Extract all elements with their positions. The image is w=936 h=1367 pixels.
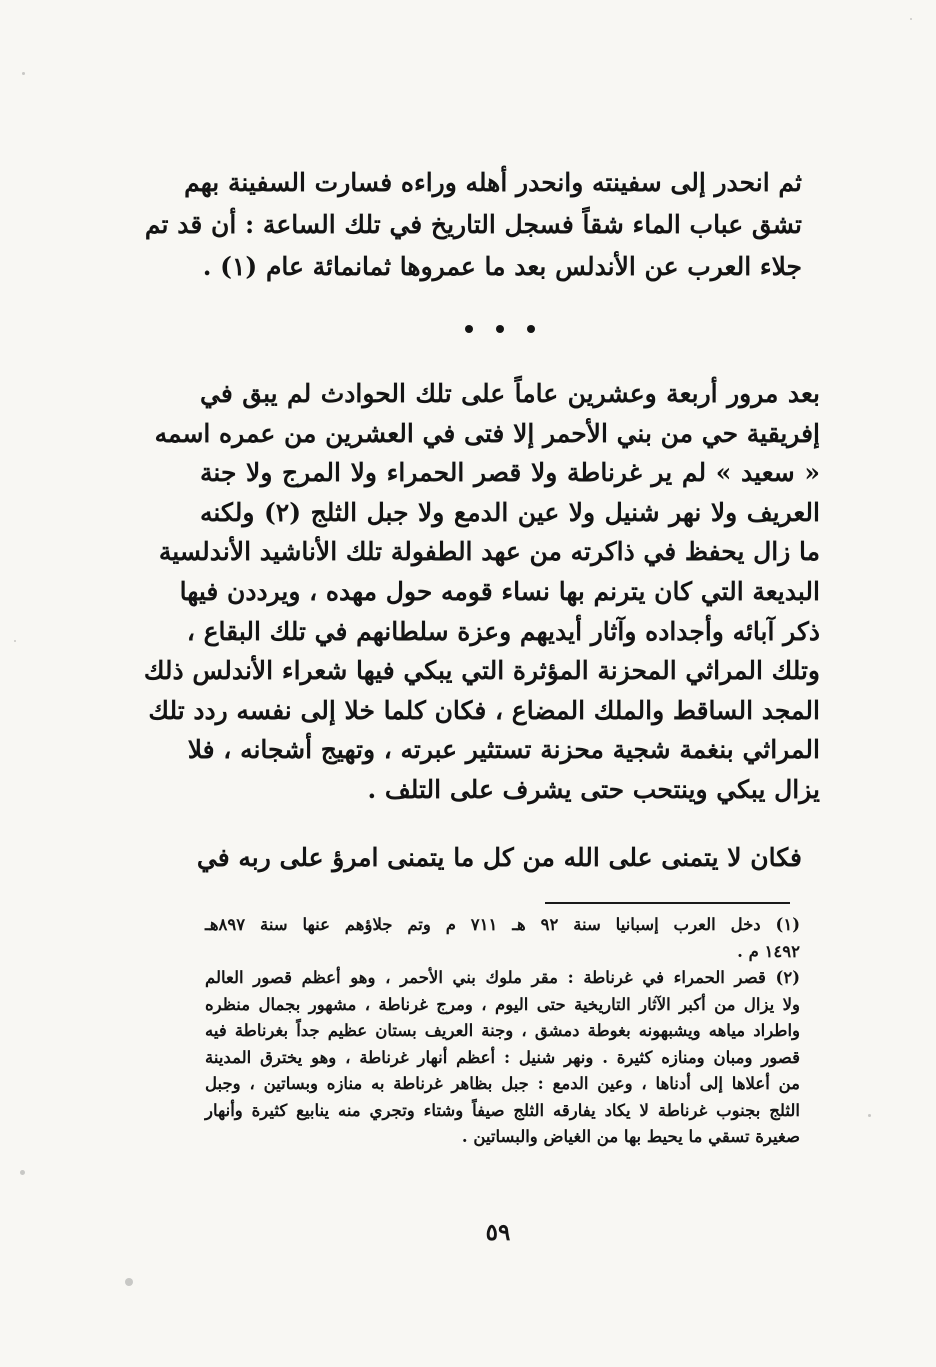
footnotes xyxy=(205,912,800,1151)
text-line: ثم انحدر إلى سفينته وانحدر أهله وراءه فسارت السفينة بهم xyxy=(184,168,802,197)
scan-speck xyxy=(125,1278,133,1286)
footnote-line: صغيرة تسقي ما يحيط بها من الغياض والبساتين . xyxy=(461,1127,800,1146)
text-line: « سعيد » لم ير غرناطة ولا قصر الحمراء ولا المرج ولا جنة xyxy=(200,458,820,488)
separator-dot xyxy=(527,325,535,333)
separator-dot xyxy=(496,325,504,333)
section-separator xyxy=(465,319,535,339)
text-line: جلاء العرب عن الأندلس بعد ما عمروها ثمانمائة عام (١) . xyxy=(202,252,802,281)
separator-dot xyxy=(465,325,473,333)
footnote-line: ولا يزال من أكبر الآثار التاريخية حتى اليوم ، ومرج غرناطة ، مشهور بجمال منظره xyxy=(205,994,800,1014)
closing-paragraph xyxy=(196,838,802,878)
scan-speck xyxy=(22,72,25,75)
footnote-line: الثلج بجنوب غرناطة لا يكاد يفارقه الثلج صيفاً وشتاء وتجري منه ينابيع كثيرة وأنهار xyxy=(205,1100,800,1120)
text-line: وتلك المراثي المحزنة المؤثرة التي يبكي فيها شعراء الأندلس ذلك xyxy=(143,656,820,686)
scan-speck xyxy=(910,18,912,20)
text-line: تشق عباب الماء شقاً فسجل التاريخ في تلك الساعة : أن قد تم xyxy=(144,210,802,239)
footnote-line: ١٤٩٢ م . xyxy=(737,941,800,961)
text-line: العريف ولا نهر شنيل ولا عين الدمع ولا جبل الثلج (٢) ولكنه xyxy=(200,497,820,527)
text-line: إفريقية حي من بني الأحمر إلا فتى في العشرين من عمره اسمه xyxy=(154,418,820,448)
text-line: البديعة التي كان يترنم بها نساء قومه حول مهده ، ويرددن فيها xyxy=(179,576,820,606)
text-line: المراثي بنغمة شجية محزنة تستثير عبرته ، وتهيج أشجانه ، فلا xyxy=(187,735,820,765)
text-line: المجد الساقط والملك المضاع ، فكان كلما خلا إلى نفسه ردد تلك xyxy=(148,695,820,725)
scan-speck xyxy=(14,640,16,642)
text-line: ذكر آبائه وأجداده وآثار أيديهم وعزة سلطانهم في تلك البقاع ، xyxy=(186,616,820,646)
footnote-line: قصور ومبان ومنازه كثيرة . ونهر شنيل : أعظم أنهار غرناطة ، وهو يخترق المدينة xyxy=(205,1047,800,1067)
footnote-rule xyxy=(545,902,790,904)
page-number: ٥٩ xyxy=(485,1219,511,1246)
scan-speck xyxy=(20,1170,25,1175)
text-line: بعد مرور أربعة وعشرين عاماً على تلك الحوادث لم يبق في xyxy=(200,379,820,408)
text-line: يزال يبكي وينتحب حتى يشرف على التلف . xyxy=(367,774,820,804)
footnote-line: من أعلاها إلى أدناها ، وعين الدمع : جبل بظاهر غرناطة به منازه وبساتين ، وجبل xyxy=(205,1074,800,1093)
footnote-line: (١) دخل العرب إسبانيا سنة ٩٢ هـ ٧١١ م وتم جلاؤهم عنها سنة ٨٩٧هـ xyxy=(205,915,800,934)
scan-speck xyxy=(868,1114,871,1117)
footnote-line: (٢) قصر الحمراء في غرناطة : مقر ملوك بني الأحمر ، وهو أعظم قصور العالم xyxy=(205,968,800,987)
main-paragraph xyxy=(143,374,820,810)
intro-paragraph xyxy=(144,162,802,288)
text-line: ما زال يحفظ في ذاكرته من عهد الطفولة تلك الأناشيد الأندلسية xyxy=(158,537,820,567)
footnote-line: واطراد مياهه ويشبهونه بغوطة دمشق ، وجنة العريف بستان عظيم جداً بغرناطة فيه xyxy=(205,1021,800,1040)
text-line: فكان لا يتمنى على الله من كل ما يتمنى امرؤ على ربه في xyxy=(196,843,802,872)
